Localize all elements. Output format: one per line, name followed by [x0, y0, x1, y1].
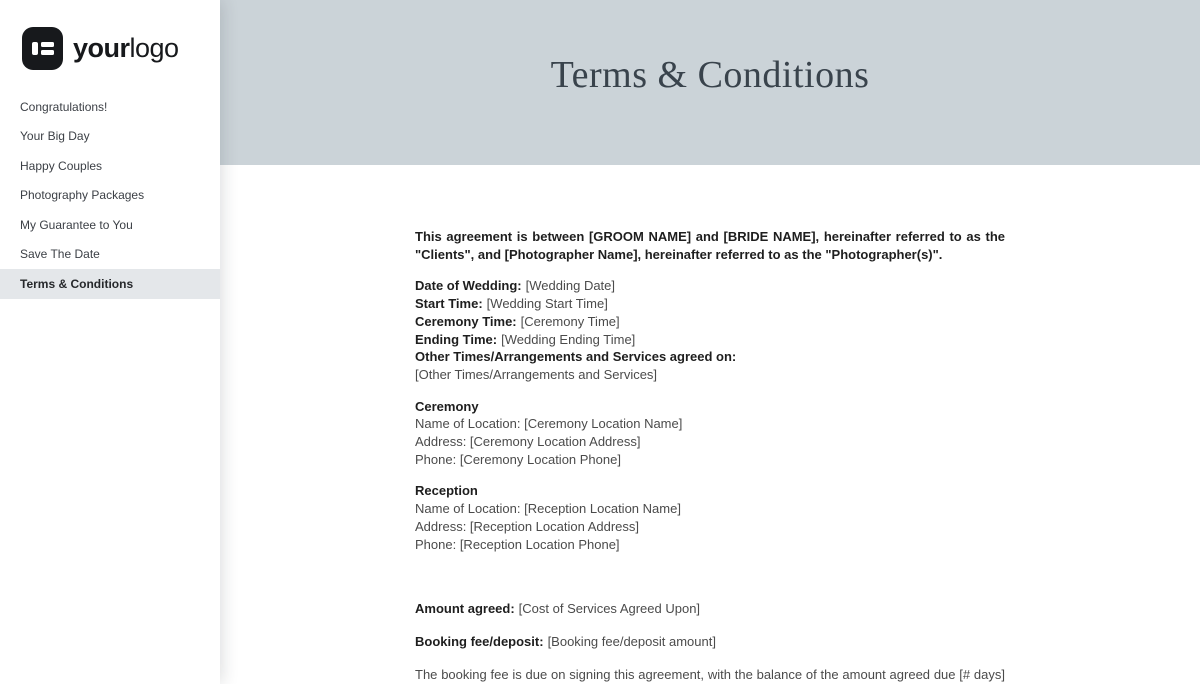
document-column: [415, 165, 1005, 683]
ceremony-location-name: Name of Location: [Ceremony Location Name]: [415, 416, 683, 432]
detail-row-ending-time: [415, 331, 1005, 349]
logo-text: [73, 33, 179, 64]
detail-label: Date of Wedding:: [415, 278, 522, 294]
reception-location-name: Name of Location: [Reception Location Name]: [415, 501, 681, 517]
logo-icon-top-bar: [41, 42, 54, 47]
sidebar: [0, 0, 220, 684]
detail-label: Other Times/Arrangements and Services agreed on:: [415, 349, 737, 365]
amount-agreed-label: Amount agreed:: [415, 601, 515, 617]
logo-text-bold: your: [73, 32, 130, 63]
detail-value: [Wedding Date]: [525, 278, 616, 294]
detail-value: [Other Times/Arrangements and Services]: [415, 366, 658, 382]
main-area: [220, 0, 1200, 684]
booking-fee-value: [Booking fee/deposit amount]: [547, 633, 716, 649]
logo-text-light: logo: [129, 32, 179, 63]
detail-value: [Wedding Start Time]: [486, 296, 608, 312]
logo-icon-bottom-bar: [41, 50, 54, 55]
sidebar-item-my-guarantee-to-you[interactable]: My Guarantee to You: [20, 217, 133, 232]
sidebar-item-save-the-date[interactable]: Save The Date: [20, 247, 100, 262]
document-area: [220, 165, 1200, 683]
sidebar-nav: [0, 92, 220, 299]
wedding-details-block: [415, 277, 1005, 383]
detail-row-other-times-value: [415, 366, 1005, 384]
booking-fee-row: [415, 633, 1005, 651]
sidebar-item-terms-conditions[interactable]: Terms & Conditions: [0, 269, 220, 299]
ceremony-heading: Ceremony: [415, 398, 479, 414]
detail-row-start-time: [415, 295, 1005, 313]
reception-heading: Reception: [415, 483, 478, 499]
reception-location-phone: Phone: [Reception Location Phone]: [415, 536, 620, 552]
detail-label: Ceremony Time:: [415, 313, 517, 329]
sidebar-item-happy-couples[interactable]: Happy Couples: [20, 158, 103, 173]
reception-section: [415, 482, 1005, 553]
page-title: Terms & Conditions: [550, 53, 870, 96]
detail-value: [Wedding Ending Time]: [501, 331, 636, 347]
sidebar-item-photography-packages[interactable]: Photography Packages: [20, 188, 145, 203]
yourlogo-icon: [22, 27, 63, 70]
booking-fee-terms-paragraph: The booking fee is due on signing this agreement, with the balance of the amount agreed due [# days]: [415, 666, 1005, 682]
booking-fee-label: Booking fee/deposit:: [415, 633, 544, 649]
amount-agreed-row: [415, 600, 1005, 618]
detail-row-date-of-wedding: [415, 277, 1005, 295]
ceremony-location-phone: Phone: [Ceremony Location Phone]: [415, 451, 621, 467]
amount-agreed-value: [Cost of Services Agreed Upon]: [518, 601, 701, 617]
detail-value: [Ceremony Time]: [520, 313, 620, 329]
logo: [0, 0, 220, 70]
detail-row-ceremony-time: [415, 313, 1005, 331]
agreement-intro-paragraph: This agreement is between [GROOM NAME] and [BRIDE NAME], hereinafter referred to as the "Clients", and [Photographer Name], hereinafter referred to as the "Photographer(s)".: [415, 229, 1005, 262]
detail-label: Start Time:: [415, 296, 483, 312]
sidebar-item-congratulations[interactable]: Congratulations!: [20, 99, 108, 114]
page-header-banner: [220, 0, 1200, 165]
sidebar-item-your-big-day[interactable]: Your Big Day: [20, 129, 90, 144]
ceremony-location-address: Address: [Ceremony Location Address]: [415, 434, 641, 450]
ceremony-section: [415, 398, 1005, 469]
logo-icon-left-bar: [32, 42, 38, 55]
reception-location-address: Address: [Reception Location Address]: [415, 518, 640, 534]
detail-label: Ending Time:: [415, 331, 498, 347]
detail-row-other-times-heading: [415, 348, 1005, 366]
